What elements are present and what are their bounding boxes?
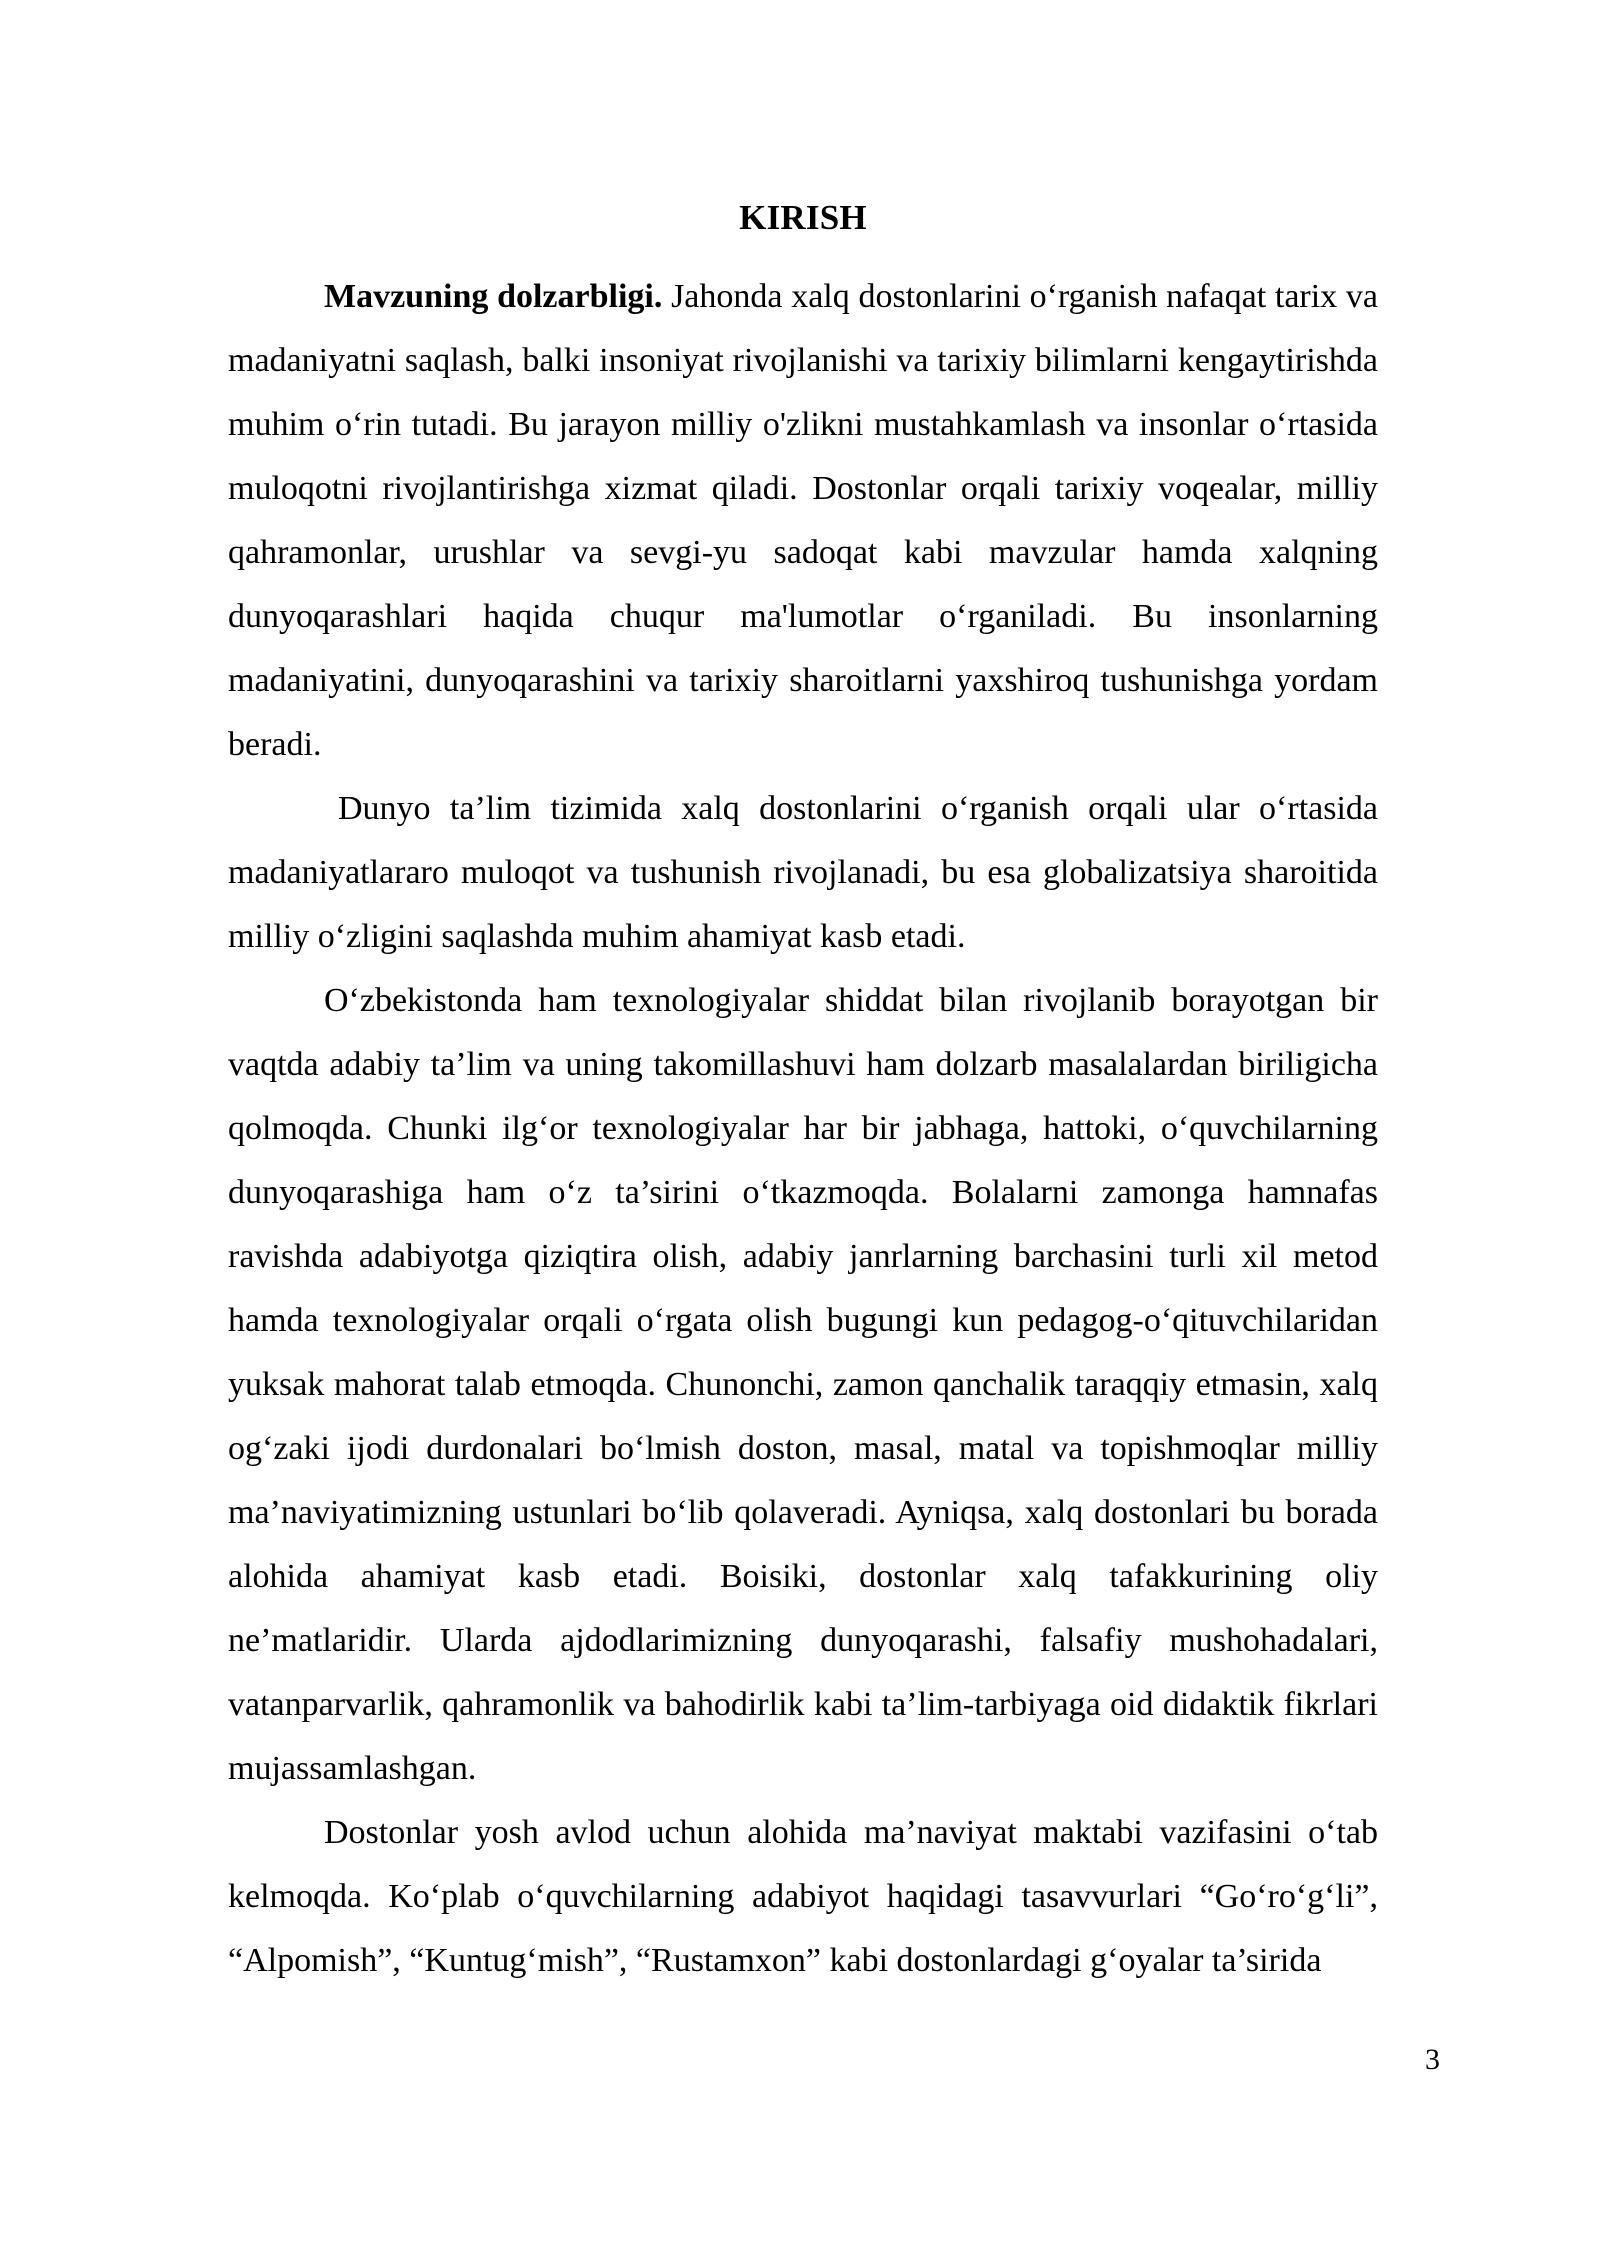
page-body — [228, 200, 1378, 1993]
paragraph-4-text: Dostonlar yosh avlod uchun alohida ma’naviyat maktabi vazifasini o‘tab kelmoqda. Ko‘plab o‘quvchilarning adabiyot haqidagi tasavvurlari “Go‘ro‘g‘li”, “Alpomish”, “Kuntug‘mish”, “Rustamxon” kabi dostonlardagi g‘oyalar ta’sirida — [228, 1814, 1378, 1979]
paragraph-3 — [228, 969, 1378, 1801]
page-number: 3 — [1425, 2043, 1440, 2076]
paragraph-1-lead: Mavzuning dolzarbligi. — [324, 278, 663, 315]
paragraph-1-text: Jahonda xalq dostonlarini o‘rganish nafaqat tarix va madaniyatni saqlash, balki insoniyat rivojlanishi va tarixiy bilimlarni kengaytirishda muhim o‘rin tutadi. Bu jarayon milliy o'zlikni mustahkamlash va insonlar o‘rtasida muloqotni rivojlantirishga xizmat qiladi. Dostonlar orqali tarixiy voqealar, milliy qahramonlar, urushlar va sevgi-yu sadoqat kabi mavzular hamda xalqning dunyoqarashlari haqida chuqur ma'lumotlar o‘rganiladi. Bu insonlarning madaniyatini, dunyoqarashini va tarixiy sharoitlarni yaxshiroq tushunishga yordam beradi. — [228, 278, 1378, 763]
paragraph-3-text: O‘zbekistonda ham texnologiyalar shiddat bilan rivojlanib borayotgan bir vaqtda adabiy ta’lim va uning takomillashuvi ham dolzarb masalalardan biriligicha qolmoqda. Chunki ilg‘or texnologiyalar har bir jabhaga, hattoki, o‘quvchilarning dunyoqarashiga ham o‘z ta’sirini o‘tkazmoqda. Bolalarni zamonga hamnafas ravishda adabiyotga qiziqtira olish, adabiy janrlarning barchasini turli xil metod hamda texnologiyalar orqali o‘rgata olish bugungi kun pedagog-o‘qituvchilaridan yuksak mahorat talab etmoqda. Chunonchi, zamon qanchalik taraqqiy etmasin, xalq og‘zaki ijodi durdonalari bo‘lmish doston, masal, matal va topishmoqlar milliy ma’naviyatimizning ustunlari bo‘lib qolaveradi. Ayniqsa, xalq dostonlari bu borada alohida ahamiyat kasb etadi. Boisiki, dostonlar xalq tafakkurining oliy ne’matlaridir. Ularda ajdodlarimizning dunyoqarashi, falsafiy mushohadalari, vatanparvarlik, qahramonlik va bahodirlik kabi ta’lim-tarbiyaga oid didaktik fikrlari mujassamlashgan. — [228, 982, 1378, 1787]
paragraph-2 — [228, 777, 1378, 969]
paragraph-1 — [228, 265, 1378, 777]
page-title: KIRISH — [739, 198, 867, 237]
paragraph-4 — [228, 1801, 1378, 1993]
paragraph-2-text: Dunyo ta’lim tizimida xalq dostonlarini o‘rganish orqali ular o‘rtasida madaniyatlararo muloqot va tushunish rivojlanadi, bu esa globalizatsiya sharoitida milliy o‘zligini saqlashda muhim ahamiyat kasb etadi. — [228, 790, 1378, 955]
